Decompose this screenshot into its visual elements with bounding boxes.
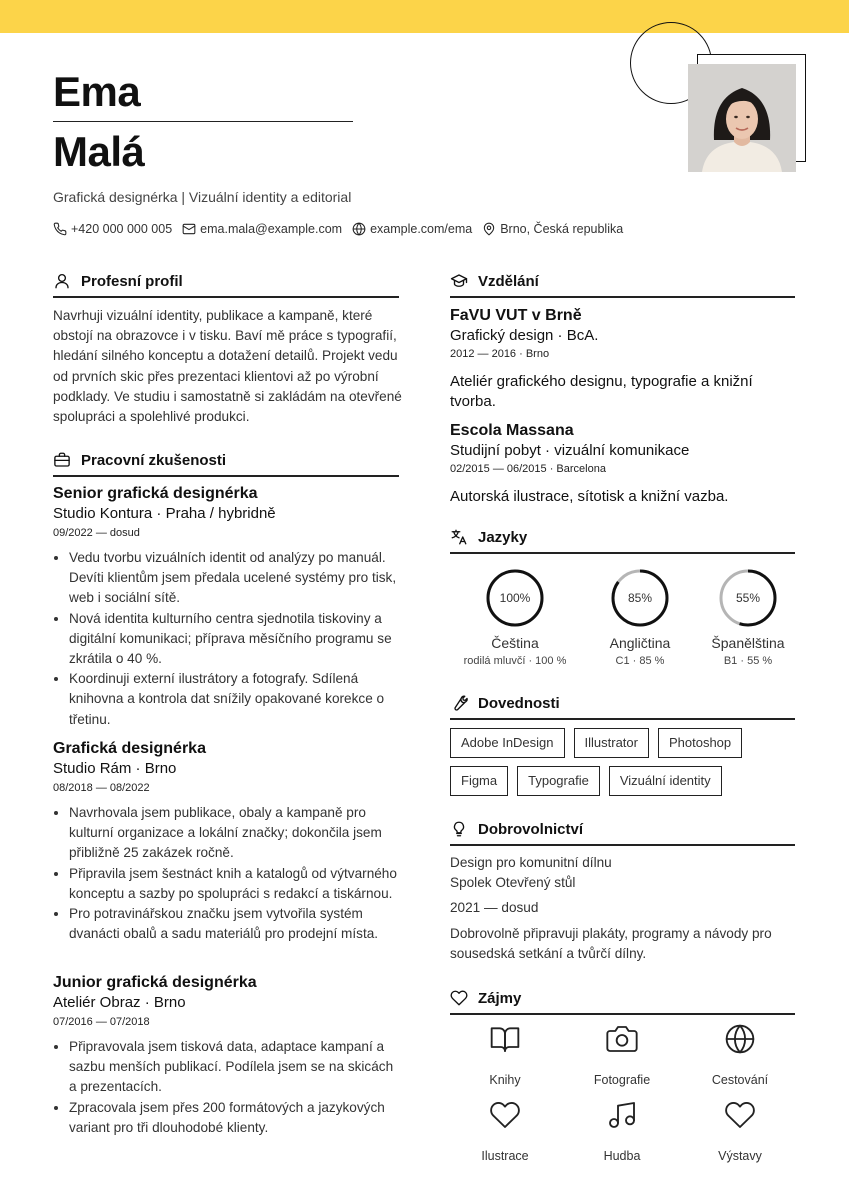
section-title-interests: Zájmy <box>478 989 522 1007</box>
section-heading-volunteering <box>450 820 583 838</box>
mail-icon <box>182 222 196 236</box>
section-rule-skills <box>450 718 795 720</box>
contact-email[interactable] <box>182 222 342 236</box>
education-dates: 2012 — 2016 · Brno <box>450 348 550 360</box>
job-bullet: • Navrhovala jsem publikace, obaly a kampaně pro kulturní organizace a lokální značky; dokončila jsem přibližně 25 zakázek ročně. <box>69 803 403 864</box>
section-title-experience: Pracovní zkušenosti <box>81 451 227 469</box>
contact-phone[interactable] <box>53 222 172 236</box>
language-item <box>450 569 580 667</box>
section-heading-languages <box>450 528 527 546</box>
contact-phone-text: +420 000 000 005 <box>71 222 173 236</box>
skill-tag: Vizuální identity <box>609 766 722 796</box>
volunteering-role: Design pro komunitní dílnu <box>450 855 612 870</box>
volunteering-organization: Spolek Otevřený stůl <box>450 875 576 890</box>
job-entry <box>53 973 403 1138</box>
skills-list <box>450 728 800 796</box>
language-percent: 85% <box>627 591 653 605</box>
section-rule-volunteering <box>450 844 795 846</box>
job-company: Studio Rám · Brno <box>53 760 177 777</box>
contact-website-text: example.com/ema <box>370 222 473 236</box>
contact-website[interactable] <box>352 222 472 236</box>
section-title-skills: Dovednosti <box>478 694 560 712</box>
contact-location <box>482 222 623 236</box>
interest-item <box>567 1023 677 1087</box>
education-entry <box>450 421 795 507</box>
volunteering-description: Dobrovolně připravuji plakáty, programy a návody pro sousedská setkání a tvůrčí dílny. <box>450 926 772 962</box>
interest-item <box>567 1099 677 1163</box>
interest-item <box>450 1023 560 1087</box>
wrench-icon <box>450 694 468 712</box>
contact-row <box>53 222 623 236</box>
job-entry <box>53 484 403 730</box>
section-heading-interests <box>450 989 521 1007</box>
accent-top-bar <box>0 0 849 33</box>
section-rule-experience <box>53 475 399 477</box>
job-title: Senior grafická designérka <box>53 485 258 502</box>
education-dates: 02/2015 — 06/2015 · Barcelona <box>450 463 606 475</box>
language-detail: C1 · 85 % <box>615 655 665 667</box>
section-title-languages: Jazyky <box>478 528 528 546</box>
interest-item <box>685 1023 795 1087</box>
skill-tag: Adobe InDesign <box>450 728 565 758</box>
heart-icon <box>489 1099 521 1131</box>
interest-label: Hudba <box>603 1149 641 1163</box>
education-description: Autorská ilustrace, sítotisk a knižní vazba. <box>450 488 729 505</box>
job-title: Junior grafická designérka <box>53 974 257 991</box>
job-bullet: • Připravovala jsem tisková data, adaptace kampaní a sazbu menších publikací. Podílela jsem se na skicách a prezentacích. <box>69 1037 403 1098</box>
skill-tag: Illustrator <box>574 728 649 758</box>
contact-location-text: Brno, Česká republika <box>500 222 624 236</box>
job-title: Grafická designérka <box>53 740 206 757</box>
language-progress-ring <box>486 569 544 627</box>
skill-tag: Figma <box>450 766 508 796</box>
heart-icon <box>724 1099 756 1131</box>
section-title-volunteering: Dobrovolnictví <box>478 820 584 838</box>
globe-icon <box>724 1023 756 1055</box>
language-percent: 55% <box>735 591 761 605</box>
language-name: Čeština <box>491 635 539 651</box>
education-description: Ateliér grafického designu, typografie a knižní tvorba. <box>450 373 753 410</box>
job-dates: 09/2022 — dosud <box>53 527 140 539</box>
language-progress-ring <box>611 569 669 627</box>
section-heading-skills <box>450 694 560 712</box>
profile-photo <box>688 64 796 172</box>
language-progress-ring <box>719 569 777 627</box>
interest-label: Ilustrace <box>481 1149 529 1163</box>
section-title-education: Vzdělání <box>478 272 539 290</box>
interest-item <box>685 1099 795 1163</box>
section-rule-education <box>450 296 795 298</box>
education-entry <box>450 306 795 412</box>
job-dates: 08/2018 — 08/2022 <box>53 782 150 794</box>
education-school: Escola Massana <box>450 422 574 439</box>
language-name: Angličtina <box>609 635 671 651</box>
interest-item <box>450 1099 560 1163</box>
interest-label: Cestování <box>711 1073 769 1087</box>
job-bullet: • Nová identita kulturního centra sjednotila tiskoviny a digitální komunikaci; příprava měsíčního programu se zkrátila o 40 %. <box>69 609 403 670</box>
language-detail: B1 · 55 % <box>723 655 773 667</box>
job-bullet: • Vedu tvorbu vizuálních identit od analýzy po manuál. Devíti klientům jsem předala ucelené systémy pro tisk, web i sociální sítě. <box>69 548 403 609</box>
job-dates: 07/2016 — 07/2018 <box>53 1016 150 1028</box>
section-rule-profile <box>53 296 399 298</box>
section-title-profile: Profesní profil <box>81 272 183 290</box>
contact-email-text: ema.mala@example.com <box>200 222 343 236</box>
name-divider <box>53 121 353 122</box>
section-heading-education <box>450 272 539 290</box>
language-percent: 100% <box>499 591 531 605</box>
briefcase-icon <box>53 451 71 469</box>
section-heading-profile <box>53 272 183 290</box>
education-degree: Grafický design · BcA. <box>450 327 599 344</box>
translate-icon <box>450 528 468 546</box>
skill-tag: Typografie <box>517 766 600 796</box>
job-company: Studio Kontura · Praha / hybridně <box>53 505 276 522</box>
interest-label: Knihy <box>489 1073 521 1087</box>
first-name: Ema <box>53 68 141 115</box>
job-bullet: • Pro potravinářskou značku jsem vytvořila systém dvanácti obalů a sadu materiálů pro prodejní místa. <box>69 904 403 944</box>
interest-label: Výstavy <box>718 1149 762 1163</box>
section-heading-experience <box>53 451 226 469</box>
lightbulb-icon <box>450 820 468 838</box>
language-item <box>683 569 813 667</box>
skill-tag: Photoshop <box>658 728 742 758</box>
language-detail: rodilá mluvčí · 100 % <box>463 655 567 667</box>
education-school: FaVU VUT v Brně <box>450 307 582 324</box>
job-company: Ateliér Obraz · Brno <box>53 994 186 1011</box>
job-bullets <box>53 548 403 730</box>
book-icon <box>489 1023 521 1055</box>
music-note-icon <box>606 1099 638 1131</box>
heart-icon <box>450 989 468 1007</box>
phone-icon <box>53 222 67 236</box>
job-entry <box>53 739 403 944</box>
section-rule-languages <box>450 552 795 554</box>
last-name: Malá <box>53 128 145 175</box>
job-bullet: • Koordinuji externí ilustrátory a fotografy. Sdílená knihovna a kontrola dat snížily opakované korekce o třetinu. <box>69 669 403 730</box>
job-bullet: • Připravila jsem šestnáct knih a katalogů od výtvarného konceptu a sazby po spolupráci s redakcí a tiskárnou. <box>69 864 403 904</box>
location-pin-icon <box>482 222 496 236</box>
camera-icon <box>606 1023 638 1055</box>
section-rule-interests <box>450 1013 795 1015</box>
job-bullets <box>53 1037 403 1138</box>
globe-icon <box>352 222 366 236</box>
volunteering-dates: 2021 — dosud <box>450 900 539 915</box>
job-bullet: • Zpracovala jsem přes 200 formátových a jazykových variant pro tři dlouhodobé klienty. <box>69 1098 403 1138</box>
person-icon <box>53 272 71 290</box>
interest-label: Fotografie <box>593 1073 651 1087</box>
education-degree: Studijní pobyt · vizuální komunikace <box>450 442 690 459</box>
job-subtitle: Grafická designérka | Vizuální identity a editorial <box>53 189 352 205</box>
profile-text: Navrhuji vizuální identity, publikace a kampaně, které obstojí na obrazovce i v tisku. Baví mě práce s typografií, hledání silného konceptu a dotažení detailů. Projekt vedu od prvních skic přes prezentaci klientovi až po výrobní podklady. Ve studiu i samostatně si zakládám na otevřené spolupráci a spolehlivé produkci. <box>53 308 402 425</box>
graduation-cap-icon <box>450 272 468 290</box>
job-bullets <box>53 803 403 944</box>
language-name: Španělština <box>711 635 785 651</box>
